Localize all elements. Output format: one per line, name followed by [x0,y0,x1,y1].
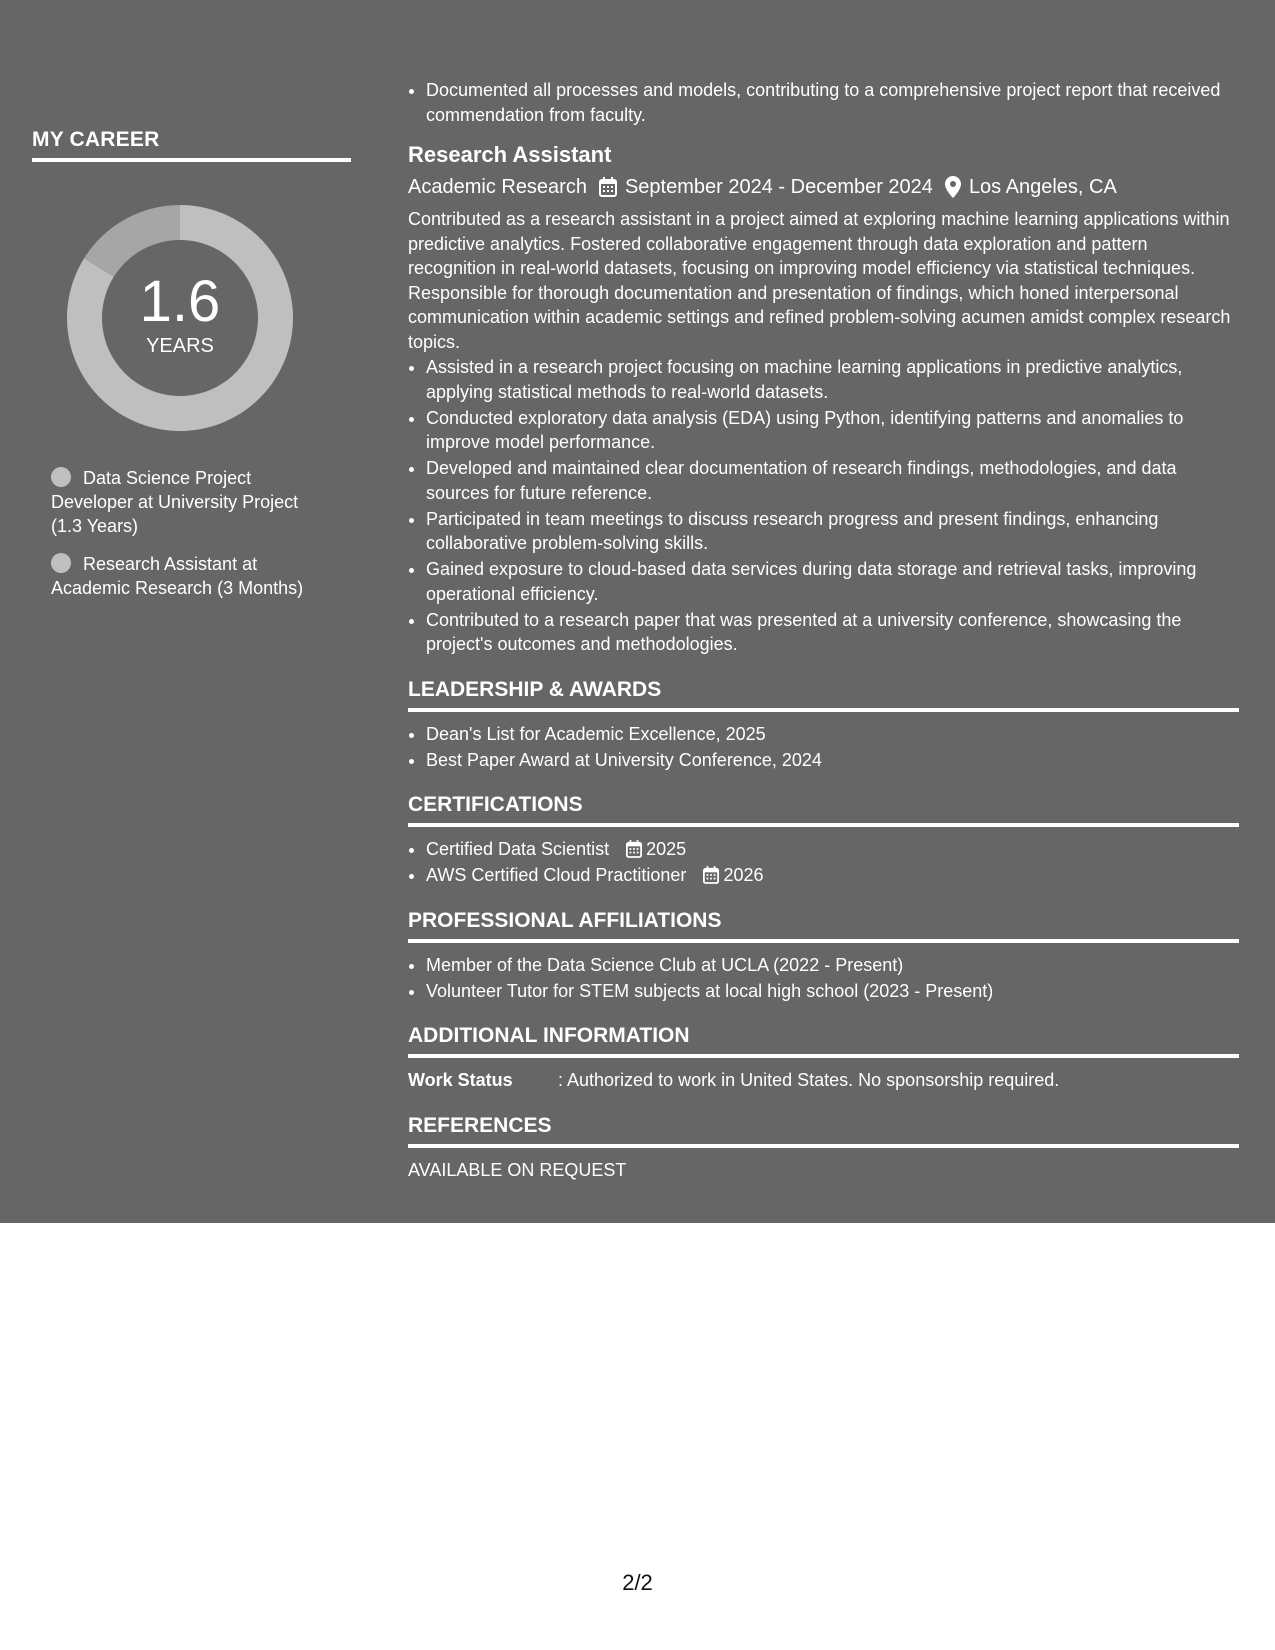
certification-name: Certified Data Scientist [426,839,610,859]
work-status-value: : Authorized to work in United States. No sponsorship required. [558,1070,1060,1090]
list-item [426,863,1239,888]
list-item: • Dean's List for Academic Excellence, 2025 [426,722,1239,747]
legend-dot [51,467,71,487]
job-dates: September 2024 - December 2024 [624,176,933,198]
certification-year: 2025 [646,839,687,859]
list-item: • Assisted in a research project focusing on machine learning applications in predictive analytics, applying statistical methods to real-world datasets. [426,355,1239,404]
donut-center [67,205,293,431]
list-item: • Documented all processes and models, contributing to a comprehensive project report that received commendation from faculty. [426,78,1239,127]
page-number: 2/2 [622,1570,653,1595]
previous-job-bullets [408,78,1239,127]
references-text: AVAILABLE ON REQUEST [408,1159,627,1180]
list-item: • Developed and maintained clear documentation of research findings, methodologies, and data sources for future reference. [426,456,1239,505]
list-item: • Gained exposure to cloud-based data services during data storage and retrieval tasks, improving operational efficiency. [426,557,1239,606]
certification-year: 2026 [723,865,764,885]
job-meta [408,173,1239,201]
list-item: • Contributed to a research paper that was presented at a university conference, showcasing the project's outcomes and methodologies. [426,608,1239,657]
leadership-list [408,722,1239,773]
certifications-list [408,837,1239,888]
calendar-icon [703,866,719,884]
legend-label: Research Assistant at Academic Research (3 Months) [51,554,304,598]
affiliations-heading: PROFESSIONAL AFFILIATIONS [408,908,1239,943]
references-heading: REFERENCES [408,1113,1239,1148]
job-title: Research Assistant [408,142,612,167]
job-description: Contributed as a research assistant in a project aimed at exploring machine learning applications within predictive analytics. Fostered collaborative engagement through data exploration and pattern recognition in real-world datasets, focusing on improving model efficiency via statistical techniques. Responsible for thorough documentation and presentation of findings, which honed interpersonal communication within academic settings and refined problem-solving acumen amidst complex research topics. [408,209,1231,352]
job-company: Academic Research [408,176,587,198]
legend-item [51,552,321,600]
career-heading: MY CAREER [32,128,351,162]
leadership-heading: LEADERSHIP & AWARDS [408,677,1239,712]
legend-dot [51,553,71,573]
donut-unit-label: YEARS [146,334,214,357]
list-item: • Volunteer Tutor for STEM subjects at local high school (2023 - Present) [426,979,1239,1004]
donut-total-value: 1.6 [139,268,221,334]
list-item: • Participated in team meetings to discuss research progress and present findings, enhancing collaborative problem-solving skills. [426,507,1239,556]
calendar-icon [626,840,642,858]
list-item: • Member of the Data Science Club at UCLA (2022 - Present) [426,953,1239,978]
main-column [408,78,1239,1182]
legend-item [51,466,321,538]
work-status-label: Work Status [408,1070,513,1090]
location-pin-icon [945,176,961,198]
sidebar [32,128,351,598]
list-item: • Conducted exploratory data analysis (EDA) using Python, identifying patterns and anomalies to improve model performance. [426,406,1239,455]
calendar-icon [599,177,617,197]
job-location: Los Angeles, CA [968,176,1117,198]
certifications-heading: CERTIFICATIONS [408,792,1239,827]
affiliations-list [408,953,1239,1004]
career-legend [51,466,321,614]
career-donut-chart [67,205,293,431]
additional-info-heading: ADDITIONAL INFORMATION [408,1023,1239,1058]
work-status-row [408,1068,1239,1093]
list-item: • Best Paper Award at University Conference, 2024 [426,748,1239,773]
job-bullets [408,355,1239,657]
certification-name: AWS Certified Cloud Practitioner [426,865,687,885]
legend-label: Data Science Project Developer at University Project (1.3 Years) [51,468,299,536]
list-item [426,837,1239,862]
